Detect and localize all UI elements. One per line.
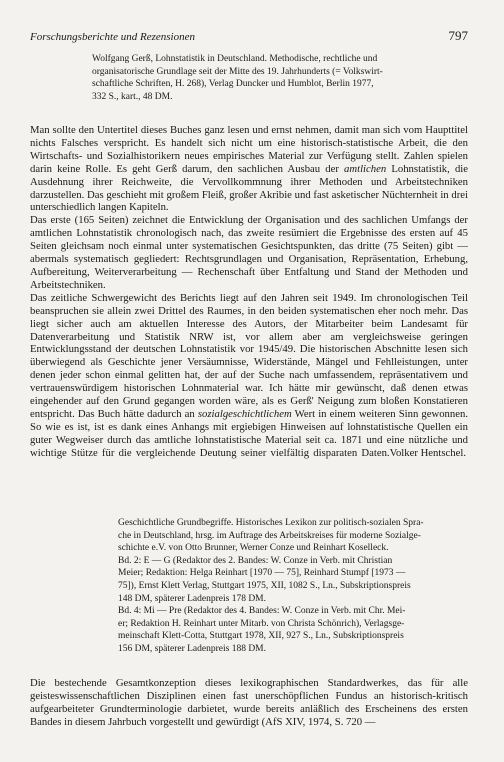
biblio-line: 148 DM, späterer Ladenpreis 178 DM. bbox=[118, 593, 267, 604]
paragraph: Die bestechende Gesamtkonzeption dieses lexikographischen Standardwerkes, das für alle geisteswissenschaftlichen Disziplinen einen fast unerschöpflichen Fundus an historisch-kritisch aufgearbeiteter Grundterminologie darbietet, wurde bereits anläßlich des Erscheinens des ersten Bandes in diesem Jahrbuch vorgestellt und gewürdigt (AfS XIV, 1974, S. 720 — bbox=[30, 677, 468, 728]
biblio-line: Bd. 2: E — G (Redaktor des 2. Bandes: W. Conze in Verb. mit Christian bbox=[118, 555, 393, 566]
biblio-line: Geschichtliche Grundbegriffe. Historisches Lexikon zur politisch-sozialen Spra- bbox=[118, 518, 424, 528]
biblio-line: schaftliche Schriften, H. 268), Verlag Duncker und Humblot, Berlin 1977, bbox=[92, 79, 374, 90]
review-1-bibliography bbox=[92, 53, 468, 103]
biblio-line: che in Deutschland, hrsg. im Auftrage des Arbeitskreises für moderne Sozialge- bbox=[118, 530, 421, 541]
page-header bbox=[30, 28, 468, 44]
biblio-line: organisatorische Grundlage seit der Mitte des 19. Jahrhunderts (= Volkswirt- bbox=[92, 66, 383, 77]
review-2-body bbox=[30, 677, 468, 729]
page-number: 797 bbox=[448, 28, 468, 43]
biblio-line: 332 S., kart., 48 DM. bbox=[92, 91, 173, 102]
biblio-line: Meier; Redaktion: Helga Reinhart [1970 — 75], Reinhard Stumpf [1973 — bbox=[118, 568, 406, 579]
running-head: Forschungsberichte und Rezensionen bbox=[30, 31, 195, 43]
emphasis: sozialgeschichtlichem bbox=[197, 407, 292, 420]
reviewer-name: Volker Hentschel. bbox=[389, 446, 466, 459]
biblio-line: schichte e.V. von Otto Brunner, Werner Conze und Reinhart Koselleck. bbox=[118, 543, 389, 554]
review-1-body bbox=[30, 124, 468, 472]
biblio-line: er; Redaktion H. Reinhart unter Mitarb. von Christa Schönrich), Verlagsge- bbox=[118, 618, 405, 629]
paragraph: Das zeitliche Schwergewicht des Berichts liegt auf den Jahren seit 1949. Im chronologischen Teil beanspruchen sie allein zwei Drittel des Raumes, in den beiden systematischen eher noch mehr. Das liegt sicher auch am aktuellen Interesse des Autors, der Mitarbeiter beim Landesamt für Datenverarbeitung und Statistik NRW ist, vor allem aber am vergleichsweise geringen Entwicklungsstand der deutschen Lohnstatistik vor 1945/49. Die historischen Abschnitte lesen sich überwiegend als Geschichte jener Versäumnisse, Widerstände, Mängel und Fehlleistungen, unter denen jeder schon einmal gelitten hat, der auf der Suche nach umfassendem, repräsentativem und vertrauenswürdigem historischen Lohnmaterial war. Ich hätte mir gewünscht, daß denen etwas eingehender auf den Grund gegangen worden wäre, als es Gerß' Neigung zum bloßen Konstatieren entspricht. Das Buch hätte dadurch an sozialgeschichtlichem Wert in einem weiteren Sinn gewonnen. So wie es ist, ist es dank eines Anhangs mit ergiebigen Hinweisen auf lohnstatistische Quellen ein guter Wegweiser durch das amtliche lohnstatistische Material seit ca. 1871 und eine nützliche und wichtige Stütze für die vergleichende Deutung seiner vielfältig disparaten Daten. Volker Hentschel. bbox=[30, 291, 469, 459]
biblio-line: 75]), Ernst Klett Verlag, Stuttgart 1975, XII, 1082 S., Ln., Subskriptionspreis bbox=[118, 580, 411, 591]
biblio-line: 156 DM, späterer Ladenpreis 188 DM. bbox=[118, 643, 267, 654]
emphasis: amtlichen bbox=[344, 162, 387, 175]
biblio-line: meinschaft Klett-Cotta, Stuttgart 1978, XII, 927 S., Ln., Subskriptionspreis bbox=[118, 631, 404, 642]
review-2-bibliography bbox=[118, 517, 464, 656]
biblio-line: Bd. 4: Mi — Pre (Redaktor des 4. Bandes: W. Conze in Verb. mit Chr. Mei- bbox=[118, 606, 406, 617]
paragraph: Man sollte den Untertitel dieses Buches ganz lesen und ernst nehmen, damit man sich vom Haupttitel nichts Falsches verspricht. Es handelt sich nicht um eine historisch-statistische Arbeit, die den Wirtschafts- und Sozialhistorikern neues empirisches Material zur Verfügung stellt. Zahlen spielen darin keine Rolle. Es geht Gerß darum, den sachlichen Ausbau der amtlichen Lohnstatistik, die Ausdehnung ihrer Reichweite, die Vervollkommnung ihrer Methoden und Arbeitstechniken darzustellen. Das geschieht mit großem Fleiß, großer Akribie und fast asketischer Nüchternheit in drei unterschiedlich langen Kapiteln. bbox=[30, 124, 469, 214]
paragraph: Das erste (165 Seiten) zeichnet die Entwicklung der Organisation und des sachlichen Umfangs der amtlichen Lohnstatistik chronologisch nach, das zweite resümiert die Ergebnisse des ersten auf 45 Seiten gleichsam noch einmal unter systematischen Gesichtspunkten, das dritte (75 Seiten) gibt — abermals systematisch gegliedert: Rechtsgrundlagen und Organisation, Repräsentation, Erhebung, Aufbereitung, Weiterverarbeitung — Rechenschaft über Entfaltung und Stand der Methoden und Arbeitstechniken. bbox=[30, 214, 468, 291]
biblio-line: Wolfgang Gerß, Lohnstatistik in Deutschland. Methodische, rechtliche und bbox=[92, 54, 378, 64]
